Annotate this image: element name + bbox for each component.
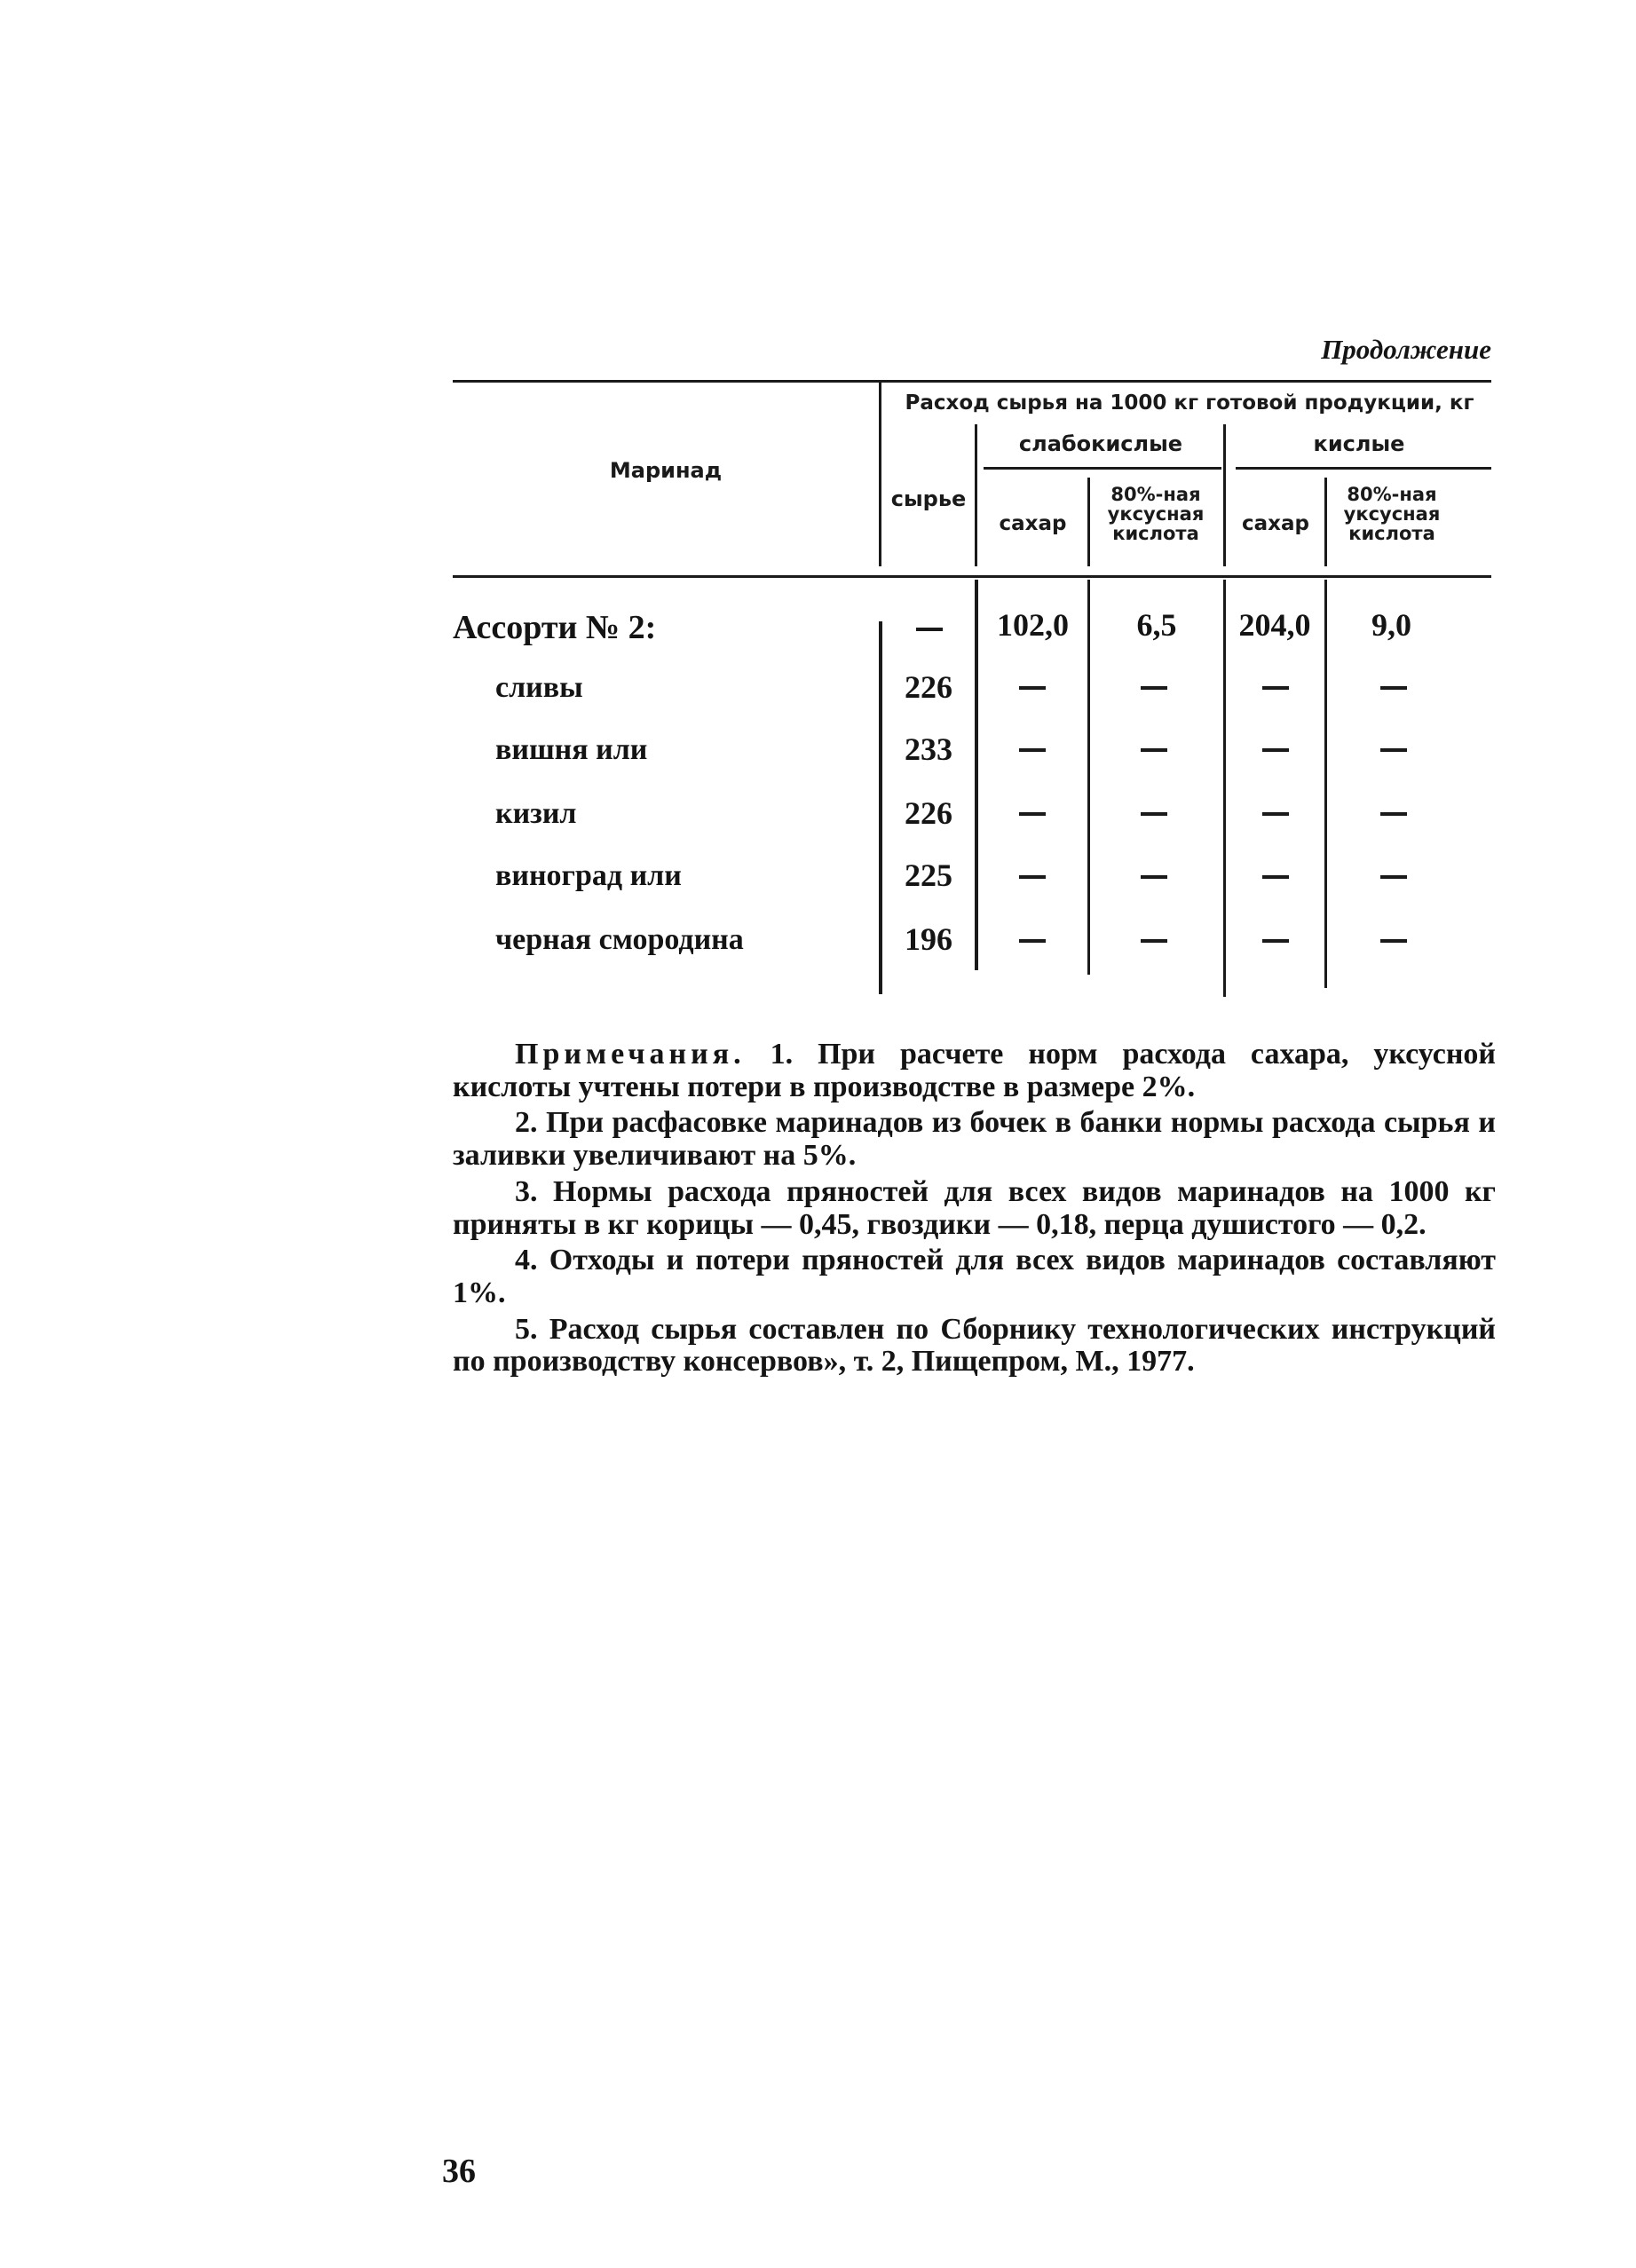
dash [1141, 875, 1167, 879]
col-rule-4 [1223, 424, 1226, 566]
dash [1141, 939, 1167, 943]
row-label: вишня или [495, 733, 648, 766]
table-cell: 9,0 [1371, 607, 1411, 643]
notes [453, 1039, 1496, 1382]
row-label: кизил [495, 797, 577, 830]
row-label: виноград или [495, 859, 682, 892]
dash [1380, 812, 1407, 816]
header-bottom-rule [453, 575, 1491, 578]
table-cell: 226 [905, 795, 952, 831]
note-1 [453, 1039, 1496, 1103]
header-weak-acid: 80%-ная уксусная кислота [1107, 484, 1205, 545]
header-acid: кислые [1313, 431, 1405, 456]
note-1-text: 1. При расчете норм расхода сахара, уксусной кислоты учтены потери в производстве в размере 2%. [453, 1038, 1496, 1103]
dash [1380, 686, 1407, 690]
dash [1262, 748, 1289, 752]
dash [1019, 875, 1046, 879]
col-rule-5 [1324, 478, 1327, 566]
dash [1262, 812, 1289, 816]
note-3: 3. Нормы расхода пряностей для всех видов маринадов на 1000 кг приняты в кг корицы — 0,45, гвоздики — 0,18, перца душистого — 0,2. [453, 1174, 1496, 1241]
dash [1380, 875, 1407, 879]
row-label: черная смородина [495, 923, 744, 956]
header-consumption: Расход сырья на 1000 кг готовой продукции, кг [905, 391, 1474, 415]
dash [1380, 748, 1407, 752]
dash [1141, 748, 1167, 752]
dash [1262, 875, 1289, 879]
col-rule-2 [975, 424, 977, 566]
table-cell: 6,5 [1136, 607, 1177, 643]
table-cell: 233 [905, 731, 952, 767]
row-label: Ассорти № 2: [453, 609, 657, 646]
table-cell: 204,0 [1238, 607, 1311, 643]
group-rule-weak [984, 467, 1221, 470]
header-weak-sugar: сахар [999, 512, 1067, 535]
table-cell: 226 [905, 669, 952, 705]
dash [1262, 686, 1289, 690]
notes-heading: Примечания. [515, 1038, 746, 1071]
dash [1019, 939, 1046, 943]
raw-dash [916, 628, 943, 631]
header-weak: слабокислые [1018, 431, 1183, 456]
table-cell: 196 [905, 921, 952, 957]
col-rule-1 [879, 380, 881, 566]
dash [1019, 812, 1046, 816]
consumption-table [453, 380, 1491, 1019]
header-acid-acid: 80%-ная уксусная кислота [1343, 484, 1441, 545]
note-4: 4. Отходы и потери пряностей для всех видов маринадов составляют 1%. [453, 1244, 1496, 1310]
continuation-label: Продолжение [1321, 334, 1491, 365]
header-marinade: Маринад [609, 458, 723, 483]
dash [1141, 686, 1167, 690]
group-rule-acid [1236, 467, 1491, 470]
dash [1141, 812, 1167, 816]
col-rule-4b [1223, 580, 1226, 997]
dash [1019, 686, 1046, 690]
table-top-rule [453, 380, 1491, 383]
note-2: 2. При расфасовке маринадов из бочек в банки нормы расхода сырья и заливки увеличивают на 5%. [453, 1106, 1496, 1173]
header-raw: сырье [890, 486, 967, 511]
page-number: 36 [442, 2153, 476, 2190]
table-cell: 225 [905, 857, 952, 893]
dash [1262, 939, 1289, 943]
header-acid-sugar: сахар [1242, 512, 1309, 535]
table-cell: 102,0 [997, 607, 1069, 643]
col-rule-5b [1324, 580, 1327, 988]
dash [1380, 939, 1407, 943]
dash [1019, 748, 1046, 752]
note-5: 5. Расход сырья составлен по Сборнику технологических инструкций по производству консервов», т. 2, Пищепром, М., 1977. [453, 1312, 1496, 1379]
col-rule-3 [1087, 478, 1090, 566]
row-label: сливы [495, 671, 583, 704]
